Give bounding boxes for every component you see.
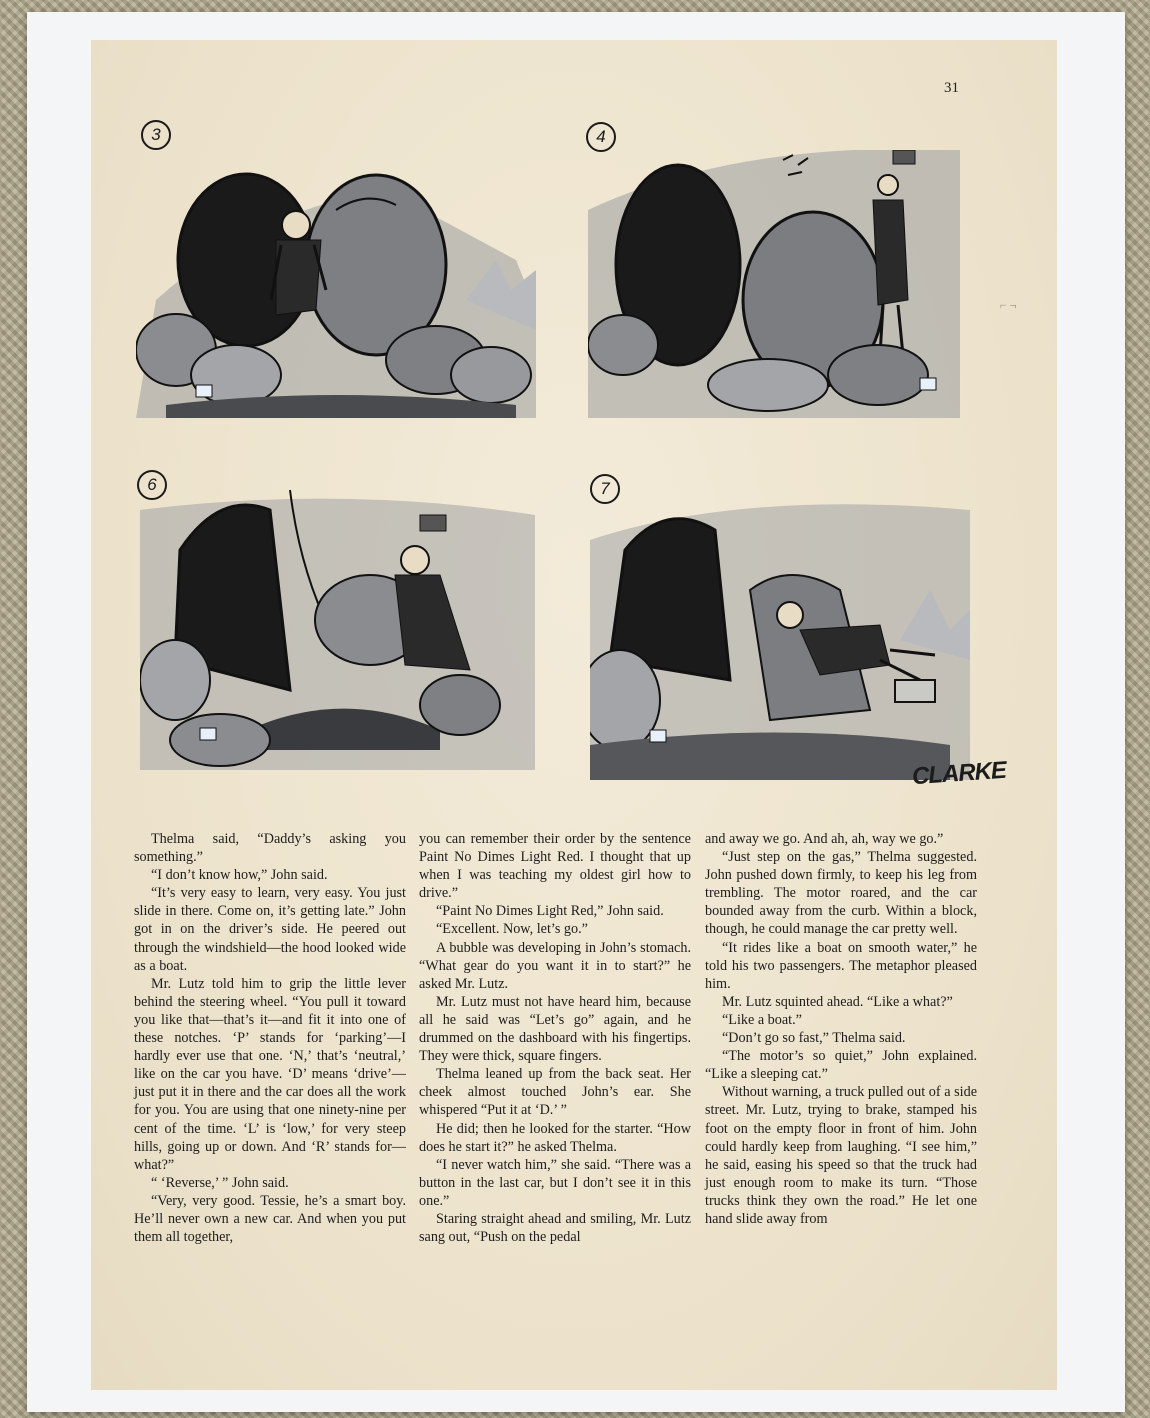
text-column-3: [705, 830, 977, 1228]
paragraph: Mr. Lutz told him to grip the little lever behind the steering wheel. “You pull it toward you like that—that’s it—and fit it into one of these notches. ‘P’ stands for ‘parking’—I hardly ever use that one. ‘N,’ that’s ‘neutral,’ like on the car you have. ‘D’ means ‘drive’—just put it in there and the car does all the work for you. You are using that one ninety-nine per cent of the time. ‘L’ is ‘low,’ for very steep hills, going up or down. And ‘R’ stands for—what?”: [134, 975, 406, 1173]
paragraph: A bubble was developing in John’s stomach. “What gear do you want it in to start?” he asked Mr. Lutz.: [419, 939, 691, 992]
paragraph: “Just step on the gas,” Thelma suggested. John pushed down firmly, to keep his leg from trembling. The motor roared, and the car bounded away from the curb. Within a block, though, he could manage the car pretty well.: [705, 849, 977, 938]
caveman-with-hammer-illustration: [588, 150, 960, 418]
cartoon-panel-3: [136, 150, 536, 418]
paragraph: Mr. Lutz must not have heard him, because all he said was “Let’s go” again, and he drummed on the dashboard with his fingertips. They were thick, square fingers.: [419, 993, 691, 1065]
cartoon-panel-7: [590, 490, 970, 780]
paragraph: “I don’t know how,” John said.: [151, 867, 328, 884]
paragraph: Staring straight ahead and smiling, Mr. Lutz sang out, “Push on the pedal: [419, 1210, 691, 1246]
paragraph: Thelma said, “Daddy’s asking you something.”: [134, 831, 406, 866]
cartoon-panel-4: [588, 150, 960, 418]
panel-number-3: 3: [141, 120, 171, 150]
panel-number-7: 7: [590, 474, 620, 504]
caveman-chiseling-wheel-illustration: [136, 150, 536, 418]
paragraph: Mr. Lutz squinted ahead. “Like a what?”: [722, 993, 953, 1010]
paragraph: “The motor’s so quiet,” John explained. “Like a sleeping cat.”: [705, 1048, 977, 1083]
paragraph: He did; then he looked for the starter. “How does he start it?” he asked Thelma.: [419, 1120, 691, 1155]
page-number: 31: [944, 80, 959, 96]
panel-number-4: 4: [586, 122, 616, 152]
paragraph: Without warning, a truck pulled out of a side street. Mr. Lutz, trying to brake, stamped his foot on the empty floor in front of him. John could hardly keep from laughing. “I see him,” he said, easing his speed so that the truck had just enough room to make its turn. “Those trucks think they own the road.” He let one hand slide away from: [705, 1084, 977, 1227]
cartoon-panel-6: [140, 490, 535, 770]
panel-number-6: 6: [137, 470, 167, 500]
paragraph: “Like a boat.”: [722, 1011, 802, 1028]
paragraph: “I never watch him,” she said. “There was a button in the last car, but I don’t see it in this one.”: [419, 1156, 691, 1209]
crop-mark: ⌐ ¬: [1000, 298, 1017, 312]
artist-signature: CLARKE: [911, 756, 1007, 791]
paragraph: “Very, very good. Tessie, he’s a smart boy. He’ll never own a new car. And when you put them all together,: [134, 1192, 406, 1246]
paragraph: Thelma leaned up from the back seat. Her cheek almost touched John’s ear. She whispered “Put it at ‘D.’ ”: [419, 1066, 691, 1119]
paragraph: “Excellent. Now, let’s go.”: [436, 921, 588, 938]
caveman-in-stone-car-illustration: [590, 490, 970, 780]
paragraph: “Paint No Dimes Light Red,” John said.: [436, 903, 664, 920]
text-column-2: [419, 830, 691, 1246]
caveman-breaking-rocks-illustration: [140, 490, 535, 770]
paragraph: “It’s very easy to learn, very easy. You just slide in there. Come on, it’s getting late.” John got in on the driver’s side. He peered out through the windshield—the hood looked wide as a boat.: [134, 885, 406, 974]
paragraph: “Don’t go so fast,” Thelma said.: [722, 1030, 906, 1047]
text-column-1: [134, 830, 406, 1246]
paragraph: “ ‘Reverse,’ ” John said.: [151, 1174, 289, 1191]
paragraph: you can remember their order by the sentence Paint No Dimes Light Red. I thought that up when I was teaching my oldest girl how to drive.”: [419, 831, 691, 902]
paragraph: and away we go. And ah, ah, way we go.”: [705, 831, 944, 847]
paragraph: “It rides like a boat on smooth water,” he told his two passengers. The metaphor pleased him.: [705, 939, 977, 992]
